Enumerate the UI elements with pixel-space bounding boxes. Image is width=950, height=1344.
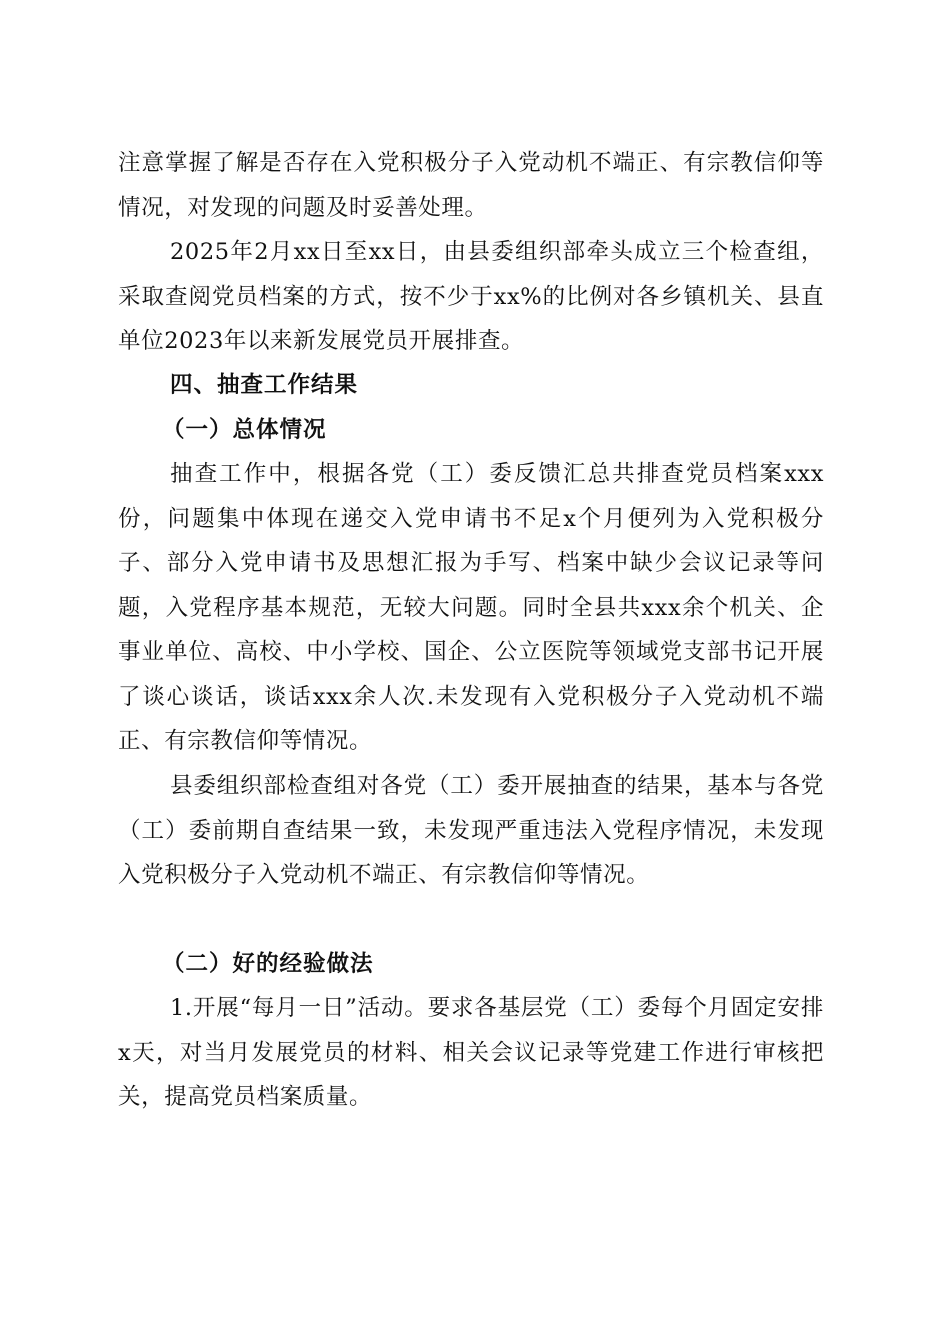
overall-paragraph-2: 县委组织部检查组对各党（工）委开展抽查的结果，基本与各党（工）委前期自查结果一致，未发现严重违法入党程序情况，未发现入党积极分子入党动机不端正、有宗教信仰等情况。	[118, 773, 824, 888]
subsection-heading-experience: （二）好的经验做法	[162, 951, 374, 977]
overall-paragraph-1: 抽查工作中，根据各党（工）委反馈汇总共排查党员档案xxx份，问题集中体现在递交入党申请书不足x个月便列为入党积极分子、部分入党申请书及思想汇报为手写、档案中缺少会议记录等问题，入党程序基本规范，无较大问题。同时全县共xxx余个机关、企事业单位、高校、中小学校、国企、公立医院等领域党支部书记开展了谈心谈话，谈话xxx余人次.未发现有入党积极分子入党动机不端正、有宗教信仰等情况。	[118, 461, 824, 754]
experience-paragraph-1: 1.开展“每月一日”活动。要求各基层党（工）委每个月固定安排x天，对当月发展党员的材料、相关会议记录等党建工作进行审核把关，提高党员档案质量。	[118, 995, 824, 1110]
continuation-paragraph: 注意掌握了解是否存在入党积极分子入党动机不端正、有宗教信仰等情况，对发现的问题及时妥善处理。	[118, 150, 824, 221]
inspection-paragraph: 2025年2月xx日至xx日，由县委组织部牵头成立三个检查组，采取查阅党员档案的方式，按不少于xx%的比例对各乡镇机关、县直单位2023年以来新发展党员开展排查。	[118, 239, 824, 354]
subsection-heading-overall: （一）总体情况	[162, 417, 327, 443]
section-heading-results: 四、抽查工作结果	[170, 372, 359, 398]
